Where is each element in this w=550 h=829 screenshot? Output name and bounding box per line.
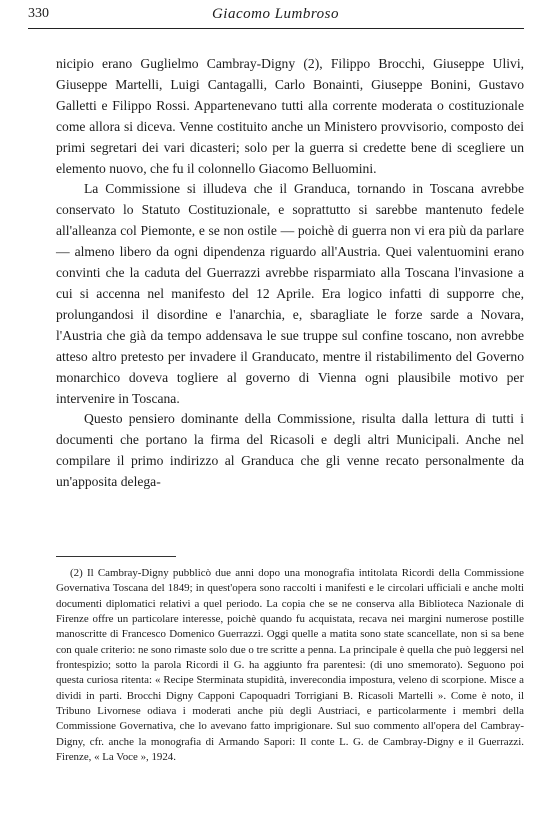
paragraph-continued: nicipio erano Guglielmo Cambray-Digny (2), Filippo Brocchi, Giuseppe Ulivi, Giuseppe Martelli, Luigi Cantagalli, Carlo Bonainti, Giuseppe Bonini, Gustavo Galletti e Filippo Rossi. Appartenevano tutti alla corrente moderata o costituzionale come allora si diceva. Venne costituito anche un Ministero provvisorio, composto dei primi segretari dei vari dicasteri; solo per la guerra si credette bene di scegliere un elemento nuovo, che fu il colonnello Giacomo Belluomini. [56, 56, 524, 176]
footnote-text: (2) Il Cambray-Digny pubblicò due anni dopo una monografia intitolata Ricordi della Commissione Governativa Toscana del 1849; in quest'opera sono raccolti i manifesti e le circolari ufficiali e anche molti documenti diplomatici relativi a quel periodo. La copia che se ne conserva alla Biblioteca Nazionale di Firenze offre un particolare interesse, poichè quando fu acquistata, recava nei margini numerose postille manoscritte di Francesco Domenico Guerrazzi. Oggi quelle a matita sono state scancellate, non si sa bene con quale criterio: ne sono rimaste solo due o tre scritte a penna. La principale è quella che può leggersi nel frontespizio; sotto la parola Ricordi il G. ha aggiunto fra parentesi: (di uno smemorato). Seguono poi questa curiosa ritenta: « Recipe Sterminata stupidità, inverecondia impostura, veleno di scorpione. Misce a dividi in parti. Brocchi Digny Capponi Capoquadri Torrigiani B. Ricasoli Martelli ». Come è noto, il Tribuno Livornese odiava i moderati anche più degli Austriaci, e particolarmente i membri della Commissione Governativa, che lo avevano fatto imprigionare. Sul suo commento all'opera del Cambray-Digny, cfr. anche la monografia di Armando Sapori: Il conte L. G. de Cambray-Digny e il Guerrazzi. Firenze, « La Voce », 1924. [56, 567, 524, 764]
page-number: 330 [28, 6, 49, 21]
paragraph-thought: Questo pensiero dominante della Commissione, risulta dalla lettura di tutti i documenti che portano la firma del Ricasoli e degli altri Municipali. Anche nel compilare il primo indirizzo al Granduca che gli venne recato personalmente da un'apposita delega- [56, 411, 524, 490]
body-text [56, 54, 524, 493]
running-head [28, 6, 523, 26]
running-title: Giacomo Lumbroso [211, 6, 340, 22]
paragraph-commission: La Commissione si illudeva che il Granduca, tornando in Toscana avrebbe conservato lo Statuto Costituzionale, e soprattutto si sarebbe mantenuto fedele all'alleanza col Piemonte, e se non ostile — poichè di guerra non vi era più da parlare — almeno libero da ogni dipendenza riguardo all'Austria. Quei valentuomini erano convinti che la caduta del Guerrazzi avrebbe risparmiato alla Toscana l'invasione a cui si accenna nel manifesto del 12 Aprile. Era logico infatti di supporre che, prolungandosi il disordine e l'anarchia, e, sbaragliate le forze sarde a Novara, l'Austria che già da tempo addensava le sue truppe sul confine toscano, non avrebbe atteso altro pretesto per invadere il Granducato, mentre il ristabilimento del Governo monarchico doveva togliere al governo di Vienna ogni plausibile motivo per intervenire in Toscana. [56, 181, 524, 406]
footnote [56, 566, 524, 765]
header-rule [28, 28, 524, 29]
footnote-rule [56, 556, 176, 557]
